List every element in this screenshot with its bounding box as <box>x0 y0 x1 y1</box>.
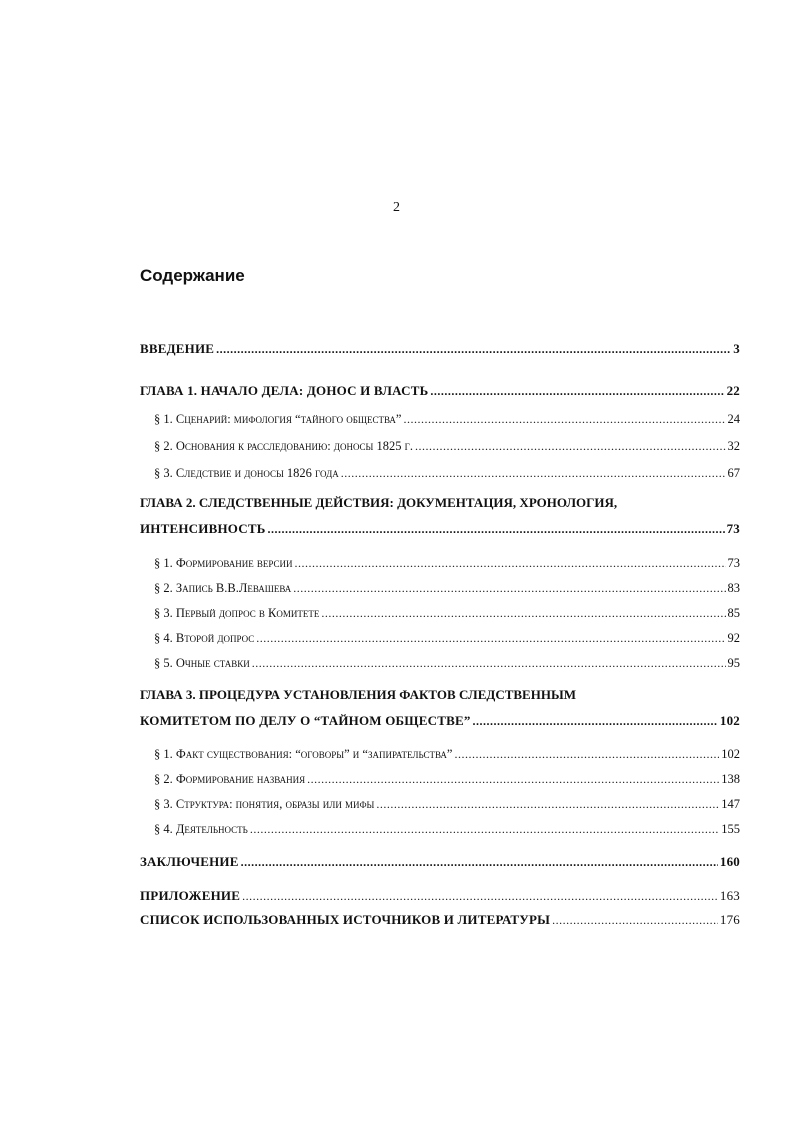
toc-section-page: 102 <box>721 747 740 761</box>
page-number: 2 <box>393 200 400 215</box>
dot-leader <box>250 820 719 838</box>
toc-entry-chapter-3 <box>140 712 740 730</box>
dot-leader <box>430 382 724 400</box>
toc-entry-page: 102 <box>719 713 740 728</box>
dot-leader <box>341 464 726 482</box>
toc-section-page: 138 <box>721 772 740 786</box>
dot-leader <box>293 579 725 597</box>
dot-leader <box>376 795 719 813</box>
toc-section-page: 95 <box>727 656 740 670</box>
page-title: Содержание <box>140 266 245 285</box>
dot-leader <box>454 745 719 763</box>
toc-entry-page: 73 <box>726 521 740 536</box>
dot-leader <box>415 437 726 455</box>
toc-section-page: 32 <box>727 439 740 453</box>
dot-leader <box>295 554 726 572</box>
toc-section-label: § 2. Формирование названия <box>154 772 306 786</box>
toc-section-label: § 2. Запись В.В.Левашева <box>154 581 292 595</box>
toc-entry-appendix <box>140 887 740 905</box>
toc-section-label: § 4. Деятельность <box>154 822 248 836</box>
toc-section-3-1 <box>140 745 740 763</box>
toc-entry-page: 22 <box>726 383 740 398</box>
dot-leader <box>552 911 718 929</box>
toc-section-label: § 1. Факт существования: “оговоры” и “запирательства” <box>154 747 453 761</box>
toc-section-2-5 <box>140 654 740 672</box>
table-of-contents <box>140 340 740 929</box>
toc-section-2-2 <box>140 579 740 597</box>
dot-leader <box>267 520 724 538</box>
dot-leader <box>403 410 725 428</box>
toc-entry-sources <box>140 911 740 929</box>
dot-leader <box>256 629 725 647</box>
dot-leader <box>307 770 719 788</box>
toc-section-1-3 <box>140 464 740 482</box>
toc-entry-page: 176 <box>719 912 740 927</box>
toc-section-page: 24 <box>727 412 740 426</box>
toc-section-3-4 <box>140 820 740 838</box>
toc-section-2-4 <box>140 629 740 647</box>
toc-section-page: 73 <box>727 556 740 570</box>
toc-section-label: § 4. Второй допрос <box>154 631 255 645</box>
toc-section-page: 92 <box>727 631 740 645</box>
dot-leader <box>252 654 726 672</box>
toc-entry-label: КОМИТЕТОМ ПО ДЕЛУ О “ТАЙНОМ ОБЩЕСТВЕ” <box>140 713 471 728</box>
toc-section-1-2 <box>140 437 740 455</box>
toc-entry-label: СПИСОК ИСПОЛЬЗОВАННЫХ ИСТОЧНИКОВ И ЛИТЕРАТУРЫ <box>140 912 551 927</box>
toc-section-label: § 5. Очные ставки <box>154 656 250 670</box>
toc-section-label: § 2. Основания к расследованию: доносы 1825 г. <box>154 439 413 453</box>
toc-entry-chapter-2-line1: ГЛАВА 2. СЛЕДСТВЕННЫЕ ДЕЙСТВИЯ: ДОКУМЕНТАЦИЯ, ХРОНОЛОГИЯ, <box>140 495 618 510</box>
toc-section-3-2 <box>140 770 740 788</box>
toc-entry-intro <box>140 340 740 358</box>
toc-entry-chapter-2 <box>140 520 740 538</box>
toc-entry-page: 163 <box>719 888 740 903</box>
toc-entry-label: ЗАКЛЮЧЕНИЕ <box>140 854 239 869</box>
toc-section-2-1 <box>140 554 740 572</box>
toc-entry-chapter-3-line1: ГЛАВА 3. ПРОЦЕДУРА УСТАНОВЛЕНИЯ ФАКТОВ СЛЕДСТВЕННЫМ <box>140 687 576 702</box>
toc-section-page: 83 <box>727 581 740 595</box>
toc-entry-page: 3 <box>733 341 740 356</box>
toc-section-1-1 <box>140 410 740 428</box>
toc-entry-page: 160 <box>719 854 740 869</box>
dot-leader <box>473 712 718 730</box>
toc-section-label: § 3. Первый допрос в Комитете <box>154 606 320 620</box>
toc-section-3-3 <box>140 795 740 813</box>
toc-entry-chapter-1 <box>140 382 740 400</box>
toc-section-page: 67 <box>727 466 740 480</box>
toc-section-page: 155 <box>721 822 740 836</box>
toc-section-label: § 3. Структура: понятия, образы или мифы <box>154 797 375 811</box>
dot-leader <box>241 853 718 871</box>
toc-entry-label: ИНТЕНСИВНОСТЬ <box>140 521 266 536</box>
toc-section-label: § 1. Формирование версии <box>154 556 293 570</box>
toc-section-page: 147 <box>721 797 740 811</box>
dot-leader <box>216 340 731 358</box>
dot-leader <box>321 604 725 622</box>
toc-entry-conclusion <box>140 853 740 871</box>
toc-section-2-3 <box>140 604 740 622</box>
toc-section-page: 85 <box>727 606 740 620</box>
toc-entry-label: ПРИЛОЖЕНИЕ <box>140 888 241 903</box>
toc-entry-label: ВВЕДЕНИЕ <box>140 341 215 356</box>
toc-section-label: § 1. Сценарий: мифология “тайного общества” <box>154 412 402 426</box>
dot-leader <box>242 887 718 905</box>
toc-section-label: § 3. Следствие и доносы 1826 года <box>154 466 339 480</box>
toc-entry-label: ГЛАВА 1. НАЧАЛО ДЕЛА: ДОНОС И ВЛАСТЬ <box>140 383 429 398</box>
